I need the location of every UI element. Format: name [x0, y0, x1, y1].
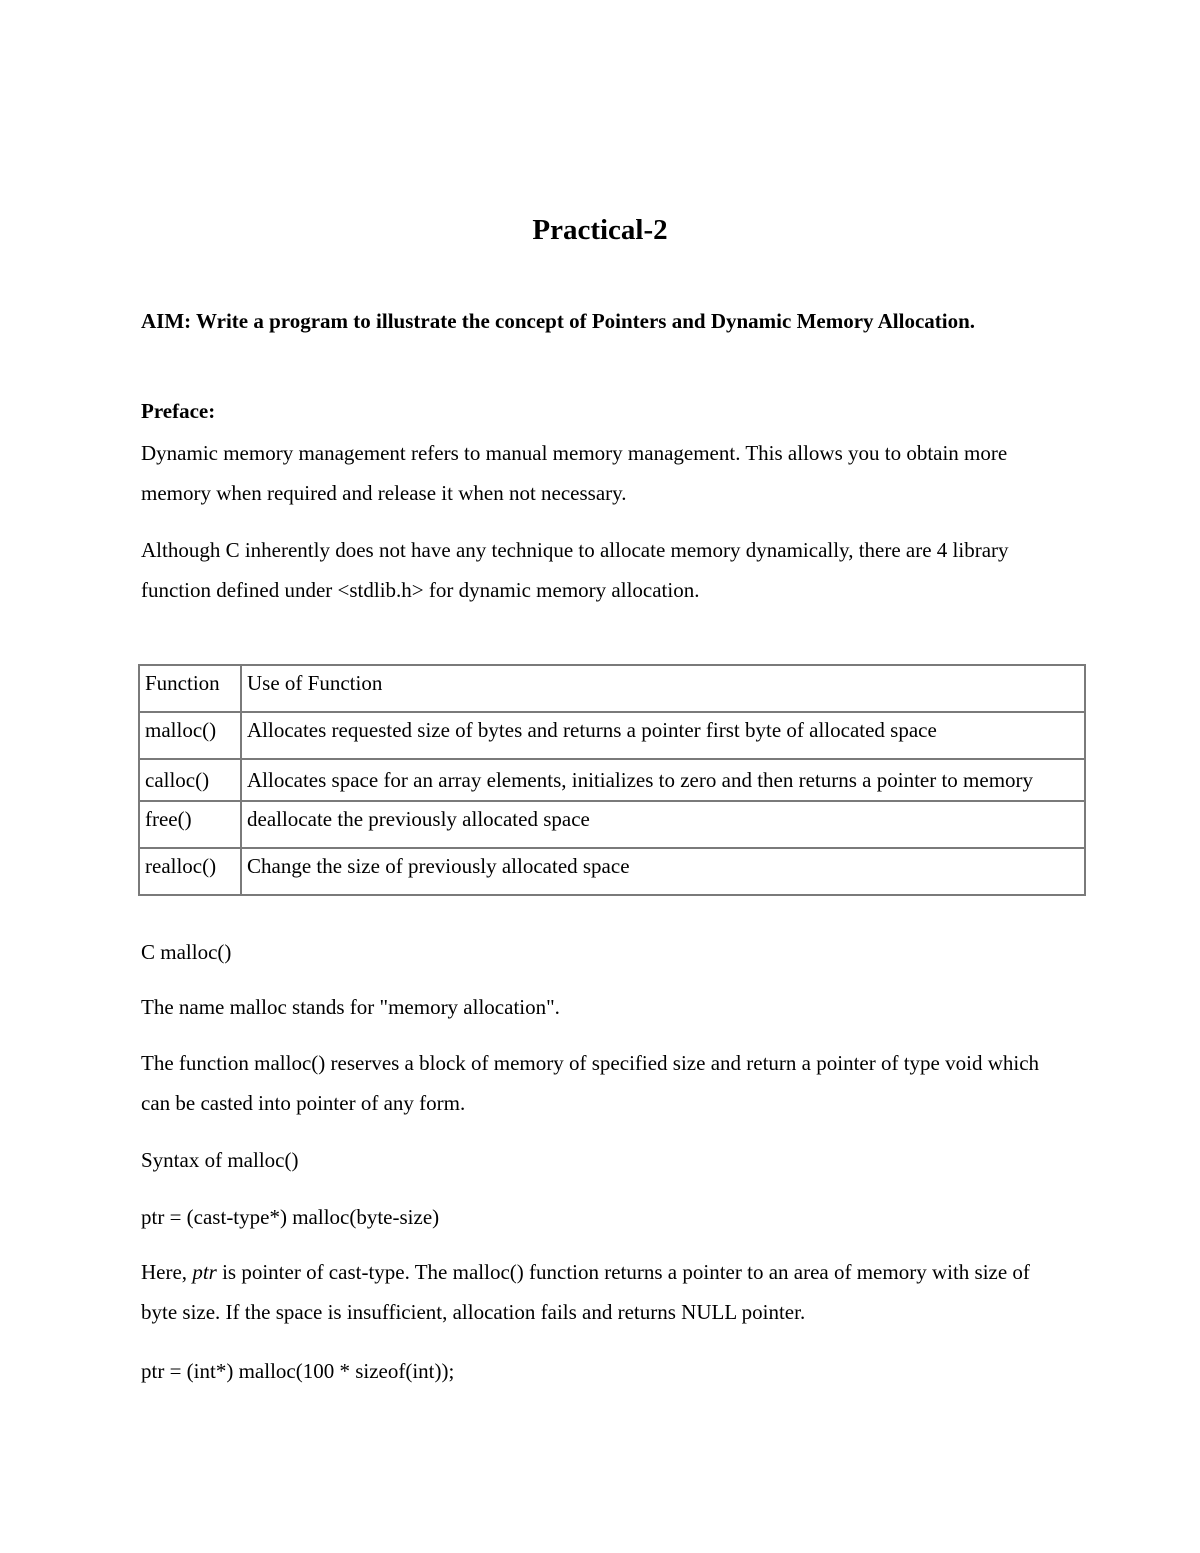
- table-header-use: Use of Function: [241, 665, 1085, 712]
- table-cell-use: Change the size of previously allocated space: [241, 848, 1085, 895]
- table-header-function: Function: [139, 665, 241, 712]
- preface-heading: Preface:: [141, 399, 216, 423]
- syntax-label: Syntax of malloc(): [141, 1148, 299, 1172]
- table-cell-function: free(): [139, 801, 241, 848]
- malloc-name-text: The name malloc stands for "memory allocation".: [141, 995, 560, 1019]
- table-row: [139, 801, 1085, 848]
- table-cell-use: deallocate the previously allocated space: [241, 801, 1085, 848]
- preface-paragraph-2: Although C inherently does not have any technique to allocate memory dynamically, there are 4 library function defined under <stdlib.h> for dynamic memory allocation.: [141, 538, 1009, 602]
- preface-paragraph-1: Dynamic memory management refers to manual memory management. This allows you to obtain more memory when required and release it when not necessary.: [141, 441, 1008, 505]
- ptr-italic: ptr: [192, 1260, 217, 1284]
- function-table: [138, 664, 1086, 896]
- here-prefix: Here,: [141, 1260, 193, 1284]
- table-cell-use: Allocates space for an array elements, initializes to zero and then returns a pointer to memory: [241, 759, 1085, 801]
- malloc-description: The function malloc() reserves a block of memory of specified size and return a pointer of type void which can be casted into pointer of any form.: [141, 1051, 1040, 1115]
- table-row: [139, 759, 1085, 801]
- table-cell-function: calloc(): [139, 759, 241, 801]
- page-title: Practical-2: [532, 214, 668, 246]
- malloc-heading: C malloc(): [141, 940, 232, 964]
- table-header-row: [139, 665, 1085, 712]
- table-cell-function: realloc(): [139, 848, 241, 895]
- table-cell-function: malloc(): [139, 712, 241, 759]
- here-rest: is pointer of cast-type. The malloc() function returns a pointer to an area of memory with size of byte size. If the space is insufficient, allocation fails and returns NULL pointer.: [141, 1260, 1030, 1324]
- syntax-code: ptr = (cast-type*) malloc(byte-size): [141, 1205, 440, 1229]
- here-paragraph: [141, 1252, 1071, 1332]
- table-cell-use: Allocates requested size of bytes and returns a pointer first byte of allocated space: [241, 712, 1085, 759]
- table-row: [139, 848, 1085, 895]
- aim-statement: AIM: Write a program to illustrate the concept of Pointers and Dynamic Memory Allocation.: [141, 309, 976, 333]
- table-row: [139, 712, 1085, 759]
- example-code: ptr = (int*) malloc(100 * sizeof(int));: [141, 1359, 455, 1383]
